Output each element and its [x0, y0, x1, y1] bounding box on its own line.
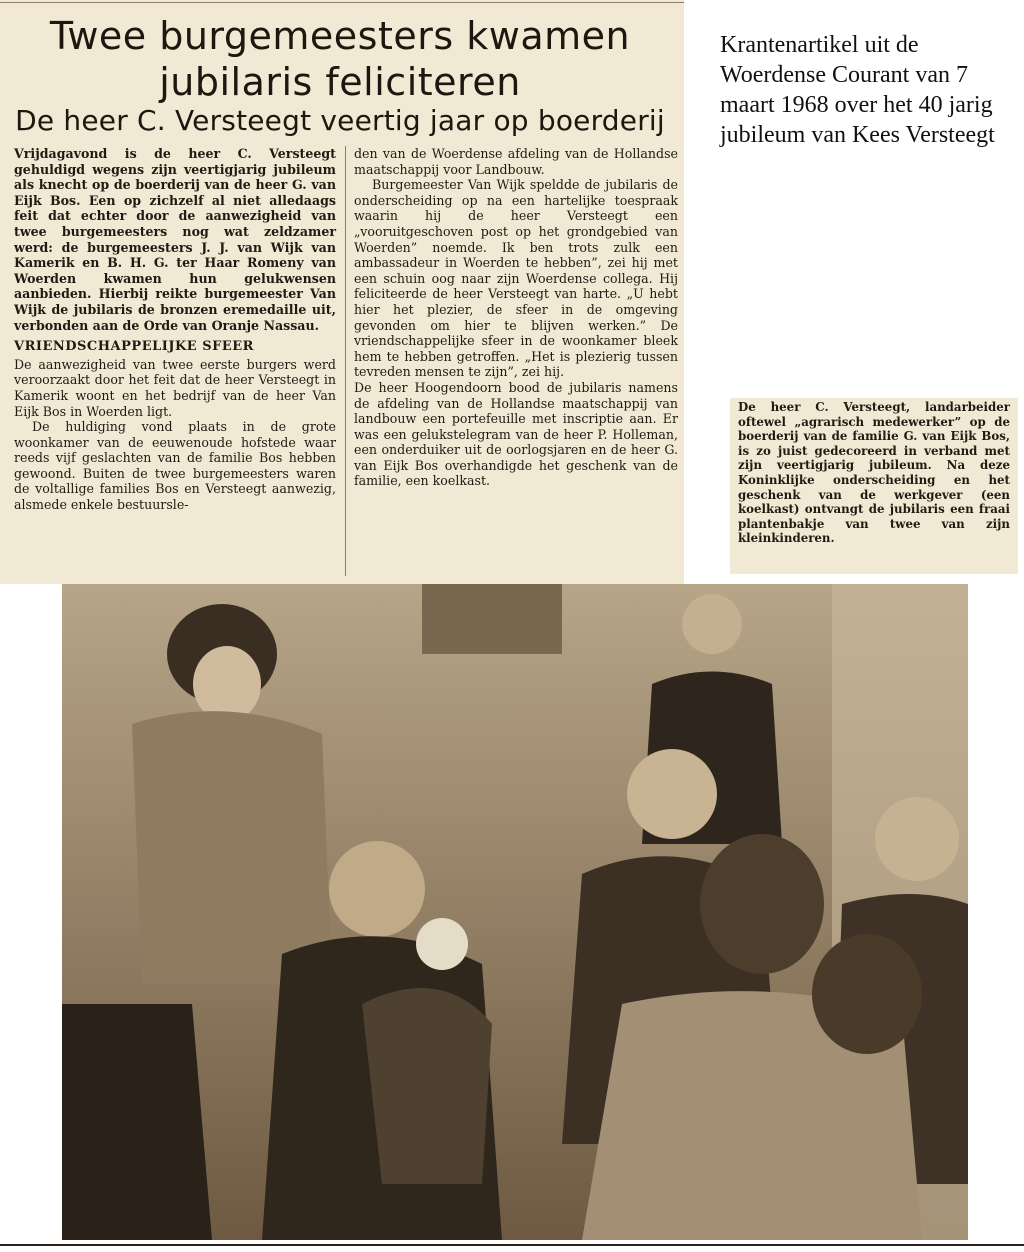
paragraph: De heer Hoogendoorn bood de jubilaris namens de afdeling van de Hollandse maatschappij van landbouw een portefeuille met inscriptie aan. Er was een gelukstelegram van de heer P. Holleman, een onderduiker uit de oorlogsjaren en de heer G. van Eijk Bos overhandigde het geschenk van de familie, een koelkast. — [354, 379, 678, 489]
headline-line-1: Twee burgemeesters kwamen — [49, 14, 631, 58]
paragraph: De aanwezigheid van twee eerste burgers werd veroorzaakt door het feit dat de heer Versteegt in Kamerik woont en het bedrijf van de heer Van Eijk Bos in Woerden ligt. — [14, 356, 336, 419]
subheadline: De heer C. Versteegt veertig jaar op boerderij — [15, 104, 665, 137]
paragraph: den van de Woerdense afdeling van de Hollandse maatschappij voor Landbouw. — [354, 146, 678, 177]
column-divider — [345, 146, 346, 576]
bottom-rule — [0, 1244, 1024, 1246]
lead-paragraph: Vrijdagavond is de heer C. Versteegt gehuldigd wegens zijn veertigjarig jubileum als knecht op de boerderij van de heer G. van Eijk Bos. Een op zichzelf al niet alledaags feit dat echter door de aanwezigheid van twee burgemeesters nog wat zeldzamer werd: de burgemeesters J. J. van Wijk van Kamerik en B. H. G. ter Haar Romeny van Woerden kwamen hun gelukwensen aanbieden. Hierbij reikte burgemeester Van Wijk de jubilaris de bronzen eremedaille uit, verbonden aan de Orde van Oranje Nassau. — [14, 146, 336, 333]
paragraph: De huldiging vond plaats in de grote woonkamer van de eeuwenoude hofstede waar reeds vijf geslachten van de familie Bos hebben gewoond. Buiten de twee burgemeesters waren de voltallige families Bos en Versteegt aanwezig, alsmede enkele bestuursle- — [14, 419, 336, 513]
newspaper-photo — [62, 584, 968, 1240]
paragraph: Burgemeester Van Wijk speldde de jubilaris de onderscheiding op na een hartelijke toespraak waarin hij de heer Versteegt een „vooruitgeschoven post op het grondgebied van Woerden” noemde. Ik ben trots zulk een ambassadeur in Woerden te hebben”, zei hij met een schuin oog naar zijn Woerdense collega. Hij feliciteerde de heer Versteegt van harte. „U hebt hier het plezier, de sfeer in de omgeving gevonden om hier te blijven werken.” De vriendschappelijke sfeer in de woonkamer bleek hem te hebben getroffen. „Het is plezierig tussen tevreden mensen te zijn”, zei hij. — [354, 177, 678, 380]
headline-line-2: jubilaris feliciteren — [159, 60, 521, 104]
photo-caption: De heer C. Versteegt, landarbeider oftewel „agrarisch medewerker” op de boerderij van de familie G. van Eijk Bos, is zo juist gedecoreerd in verband met zijn veertigjarig jubileum. Na deze Koninklijke onderscheiding en het geschenk van de werkgever (een koelkast) ontvangt de jubilaris een fraai plantenbakje van twee van zijn kleinkinderen. — [730, 398, 1018, 574]
section-subhead: VRIENDSCHAPPELIJKE SFEER — [14, 339, 254, 355]
top-rule — [0, 2, 684, 3]
article-source-caption: Krantenartikel uit de Woerdense Courant van 7 maart 1968 over het 40 jarig jubileum van Kees Versteegt — [720, 32, 995, 148]
article-column-2 — [354, 146, 678, 489]
photo-illustration — [62, 584, 968, 1240]
newspaper-clipping — [0, 0, 684, 584]
article-column-1 — [14, 146, 336, 513]
